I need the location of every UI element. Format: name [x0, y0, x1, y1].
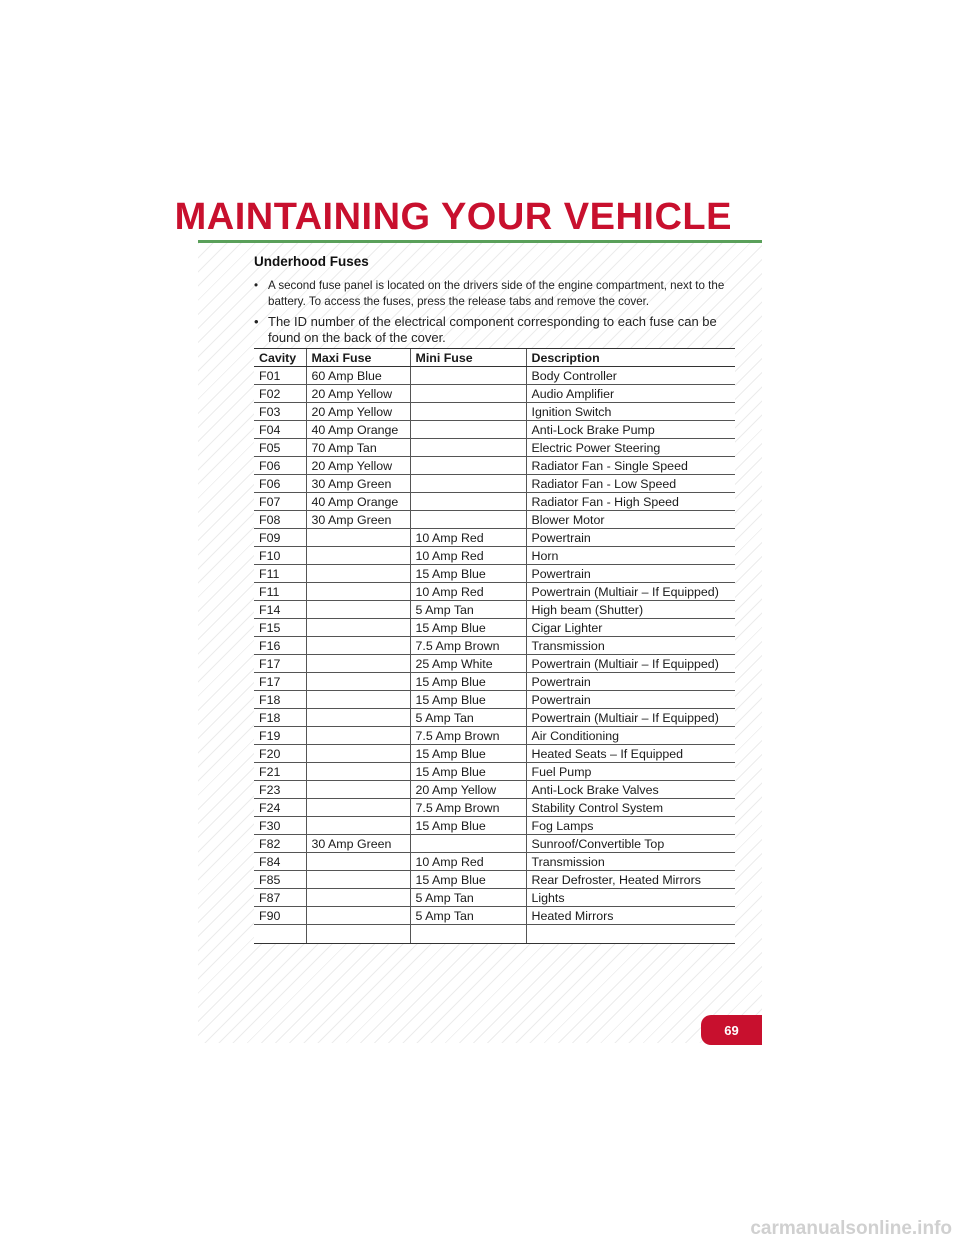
- table-row: [254, 871, 735, 889]
- cell-mini-fuse: [410, 439, 526, 457]
- table-row: [254, 385, 735, 403]
- cell-mini-fuse: 15 Amp Blue: [410, 619, 526, 637]
- cell-mini-fuse: [410, 403, 526, 421]
- cell-cavity: F11: [254, 565, 306, 583]
- empty-cell: [254, 925, 306, 944]
- table-row: [254, 655, 735, 673]
- cell-cavity: F85: [254, 871, 306, 889]
- cell-cavity: F24: [254, 799, 306, 817]
- cell-maxi-fuse: [306, 799, 410, 817]
- cell-mini-fuse: 5 Amp Tan: [410, 907, 526, 925]
- chapter-title: MAINTAINING YOUR VEHICLE: [174, 196, 732, 238]
- table-body: [254, 367, 735, 944]
- table-row: [254, 799, 735, 817]
- cell-maxi-fuse: [306, 547, 410, 565]
- table-row: [254, 781, 735, 799]
- cell-description: Transmission: [526, 637, 735, 655]
- table-row: [254, 583, 735, 601]
- cell-maxi-fuse: [306, 853, 410, 871]
- cell-maxi-fuse: 20 Amp Yellow: [306, 457, 410, 475]
- cell-description: Powertrain: [526, 691, 735, 709]
- cell-description: Anti-Lock Brake Valves: [526, 781, 735, 799]
- cell-cavity: F07: [254, 493, 306, 511]
- column-header-description: Description: [526, 349, 735, 367]
- cell-cavity: F82: [254, 835, 306, 853]
- table-row: [254, 493, 735, 511]
- cell-description: Air Conditioning: [526, 727, 735, 745]
- empty-cell: [306, 925, 410, 944]
- cell-mini-fuse: 25 Amp White: [410, 655, 526, 673]
- bullet-mark: •: [254, 279, 259, 292]
- empty-cell: [526, 925, 735, 944]
- cell-cavity: F10: [254, 547, 306, 565]
- cell-description: Ignition Switch: [526, 403, 735, 421]
- cell-mini-fuse: 5 Amp Tan: [410, 709, 526, 727]
- table-row: [254, 457, 735, 475]
- cell-maxi-fuse: 30 Amp Green: [306, 511, 410, 529]
- cell-maxi-fuse: [306, 781, 410, 799]
- table-row: [254, 691, 735, 709]
- cell-description: Heated Mirrors: [526, 907, 735, 925]
- cell-mini-fuse: 15 Amp Blue: [410, 673, 526, 691]
- cell-mini-fuse: 10 Amp Red: [410, 547, 526, 565]
- cell-description: Fog Lamps: [526, 817, 735, 835]
- page-number-badge: 69: [701, 1015, 762, 1045]
- cell-description: Stability Control System: [526, 799, 735, 817]
- cell-description: Lights: [526, 889, 735, 907]
- cell-mini-fuse: [410, 457, 526, 475]
- cell-cavity: F30: [254, 817, 306, 835]
- cell-mini-fuse: 7.5 Amp Brown: [410, 799, 526, 817]
- cell-maxi-fuse: 70 Amp Tan: [306, 439, 410, 457]
- cell-mini-fuse: 10 Amp Red: [410, 529, 526, 547]
- bullet-item: [254, 278, 738, 310]
- cell-description: Horn: [526, 547, 735, 565]
- cell-mini-fuse: 15 Amp Blue: [410, 871, 526, 889]
- cell-mini-fuse: 15 Amp Blue: [410, 691, 526, 709]
- cell-maxi-fuse: [306, 601, 410, 619]
- cell-cavity: F01: [254, 367, 306, 385]
- section-heading: Underhood Fuses: [254, 254, 369, 269]
- cell-maxi-fuse: [306, 529, 410, 547]
- cell-description: Rear Defroster, Heated Mirrors: [526, 871, 735, 889]
- table-row: [254, 745, 735, 763]
- cell-mini-fuse: 10 Amp Red: [410, 583, 526, 601]
- cell-maxi-fuse: 20 Amp Yellow: [306, 385, 410, 403]
- cell-cavity: F17: [254, 655, 306, 673]
- table-row: [254, 889, 735, 907]
- cell-cavity: F18: [254, 691, 306, 709]
- table-row: [254, 763, 735, 781]
- cell-mini-fuse: 5 Amp Tan: [410, 889, 526, 907]
- cell-description: Powertrain (Multiair – If Equipped): [526, 583, 735, 601]
- cell-mini-fuse: [410, 475, 526, 493]
- cell-maxi-fuse: 40 Amp Orange: [306, 421, 410, 439]
- cell-mini-fuse: 15 Amp Blue: [410, 817, 526, 835]
- table-row: [254, 547, 735, 565]
- cell-maxi-fuse: 60 Amp Blue: [306, 367, 410, 385]
- table-row: [254, 475, 735, 493]
- cell-maxi-fuse: [306, 763, 410, 781]
- cell-cavity: F03: [254, 403, 306, 421]
- cell-mini-fuse: [410, 835, 526, 853]
- cell-maxi-fuse: [306, 727, 410, 745]
- cell-cavity: F17: [254, 673, 306, 691]
- cell-cavity: F04: [254, 421, 306, 439]
- table-row: [254, 727, 735, 745]
- cell-maxi-fuse: [306, 745, 410, 763]
- cell-description: Electric Power Steering: [526, 439, 735, 457]
- cell-cavity: F87: [254, 889, 306, 907]
- cell-maxi-fuse: [306, 907, 410, 925]
- fuse-table: [254, 348, 735, 944]
- cell-cavity: F90: [254, 907, 306, 925]
- table-row: [254, 367, 735, 385]
- cell-cavity: F84: [254, 853, 306, 871]
- table-row: [254, 637, 735, 655]
- cell-description: Fuel Pump: [526, 763, 735, 781]
- bullet-text: The ID number of the electrical component corresponding to each fuse can be found on the back of the cover.: [268, 314, 717, 345]
- table-row: [254, 601, 735, 619]
- table-end-row: [254, 925, 735, 944]
- table-row: [254, 565, 735, 583]
- cell-mini-fuse: [410, 493, 526, 511]
- cell-cavity: F06: [254, 457, 306, 475]
- table-row: [254, 439, 735, 457]
- watermark: carmanualsonline.info: [750, 1218, 952, 1239]
- cell-cavity: F08: [254, 511, 306, 529]
- cell-cavity: F02: [254, 385, 306, 403]
- cell-cavity: F16: [254, 637, 306, 655]
- cell-cavity: F14: [254, 601, 306, 619]
- table-row: [254, 511, 735, 529]
- cell-maxi-fuse: [306, 691, 410, 709]
- cell-cavity: F18: [254, 709, 306, 727]
- cell-description: Audio Amplifier: [526, 385, 735, 403]
- cell-description: Radiator Fan - Single Speed: [526, 457, 735, 475]
- cell-mini-fuse: [410, 385, 526, 403]
- cell-maxi-fuse: [306, 817, 410, 835]
- cell-description: Powertrain (Multiair – If Equipped): [526, 709, 735, 727]
- table-row: [254, 529, 735, 547]
- column-header-cavity: Cavity: [254, 349, 306, 367]
- cell-description: Powertrain: [526, 673, 735, 691]
- cell-description: Heated Seats – If Equipped: [526, 745, 735, 763]
- cell-maxi-fuse: [306, 565, 410, 583]
- cell-maxi-fuse: [306, 871, 410, 889]
- cell-cavity: F19: [254, 727, 306, 745]
- empty-cell: [410, 925, 526, 944]
- cell-maxi-fuse: 20 Amp Yellow: [306, 403, 410, 421]
- cell-cavity: F21: [254, 763, 306, 781]
- cell-description: Body Controller: [526, 367, 735, 385]
- cell-mini-fuse: 15 Amp Blue: [410, 763, 526, 781]
- cell-mini-fuse: 15 Amp Blue: [410, 745, 526, 763]
- cell-cavity: F23: [254, 781, 306, 799]
- column-header-mini-fuse: Mini Fuse: [410, 349, 526, 367]
- cell-maxi-fuse: 30 Amp Green: [306, 475, 410, 493]
- table-row: [254, 709, 735, 727]
- cell-description: Cigar Lighter: [526, 619, 735, 637]
- cell-mini-fuse: [410, 367, 526, 385]
- table-row: [254, 673, 735, 691]
- cell-mini-fuse: 15 Amp Blue: [410, 565, 526, 583]
- table-header-row: [254, 349, 735, 367]
- cell-maxi-fuse: [306, 889, 410, 907]
- table-row: [254, 853, 735, 871]
- cell-maxi-fuse: [306, 583, 410, 601]
- cell-maxi-fuse: [306, 619, 410, 637]
- cell-description: Powertrain (Multiair – If Equipped): [526, 655, 735, 673]
- cell-description: Powertrain: [526, 565, 735, 583]
- cell-description: Transmission: [526, 853, 735, 871]
- cell-description: Anti-Lock Brake Pump: [526, 421, 735, 439]
- cell-description: Radiator Fan - High Speed: [526, 493, 735, 511]
- cell-maxi-fuse: [306, 673, 410, 691]
- cell-maxi-fuse: [306, 709, 410, 727]
- cell-maxi-fuse: 30 Amp Green: [306, 835, 410, 853]
- table-row: [254, 421, 735, 439]
- table-row: [254, 907, 735, 925]
- cell-cavity: F05: [254, 439, 306, 457]
- cell-mini-fuse: 10 Amp Red: [410, 853, 526, 871]
- cell-description: Radiator Fan - Low Speed: [526, 475, 735, 493]
- cell-mini-fuse: 7.5 Amp Brown: [410, 727, 526, 745]
- bullet-text: A second fuse panel is located on the drivers side of the engine compartment, next to the battery. To access the fuses, press the release tabs and remove the cover.: [268, 279, 725, 308]
- column-header-maxi-fuse: Maxi Fuse: [306, 349, 410, 367]
- cell-maxi-fuse: 40 Amp Orange: [306, 493, 410, 511]
- cell-mini-fuse: 5 Amp Tan: [410, 601, 526, 619]
- table-row: [254, 817, 735, 835]
- cell-description: High beam (Shutter): [526, 601, 735, 619]
- cell-cavity: F06: [254, 475, 306, 493]
- cell-cavity: F09: [254, 529, 306, 547]
- cell-mini-fuse: [410, 421, 526, 439]
- cell-cavity: F11: [254, 583, 306, 601]
- cell-cavity: F15: [254, 619, 306, 637]
- cell-mini-fuse: [410, 511, 526, 529]
- cell-description: Powertrain: [526, 529, 735, 547]
- cell-mini-fuse: 20 Amp Yellow: [410, 781, 526, 799]
- bullet-item: [254, 314, 738, 346]
- table-row: [254, 835, 735, 853]
- table-row: [254, 403, 735, 421]
- cell-description: Sunroof/Convertible Top: [526, 835, 735, 853]
- cell-maxi-fuse: [306, 655, 410, 673]
- bullet-mark: •: [254, 314, 259, 329]
- cell-mini-fuse: 7.5 Amp Brown: [410, 637, 526, 655]
- cell-cavity: F20: [254, 745, 306, 763]
- cell-description: Blower Motor: [526, 511, 735, 529]
- cell-maxi-fuse: [306, 637, 410, 655]
- table-row: [254, 619, 735, 637]
